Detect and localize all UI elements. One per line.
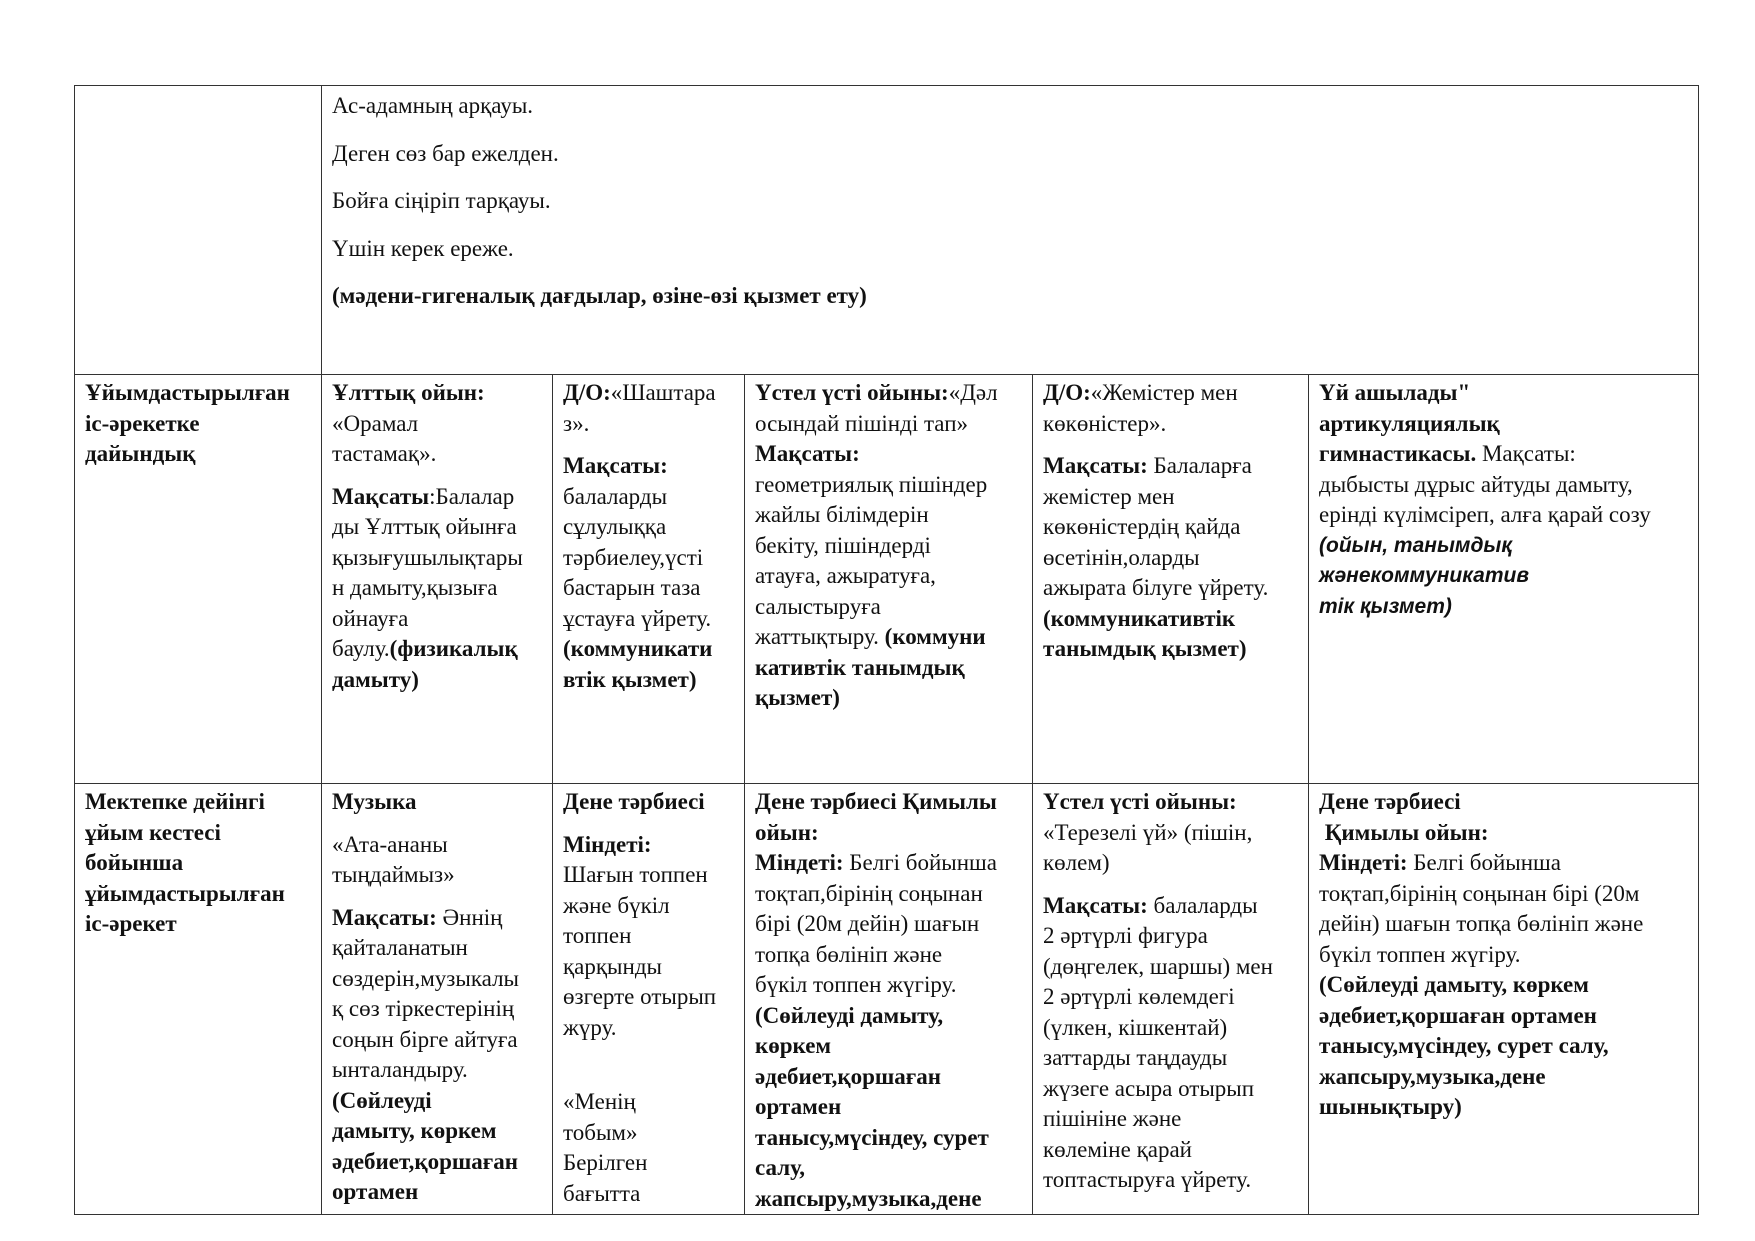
activity-tag: (ойын, танымдық	[1319, 533, 1512, 557]
activity-title: Үстел үсті ойыны:	[1043, 789, 1237, 814]
activity-title: Ұлттық ойын:	[332, 380, 485, 405]
goal-label: Мақсаты	[332, 483, 430, 509]
activity-title: Д/О:	[1043, 380, 1091, 405]
table-row	[75, 86, 1699, 375]
goal-label: Мақсаты:	[755, 441, 860, 466]
activity-cell-fruits-game: Д/О:«Жемістер мен көкөністер». Мақсаты: Балаларға жемістер мен көкөністердің қайда өсетінін,оларды ажырата білуге үйрету. (коммуникативтік танымдық қызмет)	[1033, 375, 1309, 784]
table-row	[75, 375, 1699, 784]
activity-cell-window-house-game: Үстел үсті ойыны: «Терезелі үй» (пішін, көлем) Мақсаты: балаларды 2 әртүрлі фигура (дөңгелек, шаршы) мен 2 әртүрлі көлемдегі (үлкен, кішкентай) заттарды таңдауды жүзеге асыра отырып пішініне және көлеміне қарай топтастыруға үйрету.	[1033, 784, 1309, 1215]
task-label: Міндеті:	[755, 850, 844, 875]
activity-cell-physical-education-game: Дене тәрбиесі Қимылы ойын: Міндеті: Белгі бойынша тоқтап,бірінің соңынан бірі (20м дейін) шағын топқа бөлініп және бүкіл топпен жүгіру. (Сөйлеуді дамыту, көркем әдебиет,қоршаған ортамен танысу,мүсіндеу, сурет салу, жапсыру,музыка,дене шынықтыру)	[1309, 784, 1699, 1215]
activity-tag: (физикалық	[389, 636, 518, 661]
activity-title: Үй ашылады"	[1319, 380, 1471, 405]
activity-cell-physical-education: Дене тәрбиесі Міндеті: Шағын топпен және бүкіл топпен қарқынды өзгерте отырып жүру. «Менің тобым» Берілген бағытта	[553, 784, 745, 1215]
poem-line: Бойға сіңіріп тарқауы.	[332, 188, 551, 213]
goal-label: Мақсаты:	[332, 904, 437, 930]
poem-line: Үшін керек ереже.	[332, 235, 514, 261]
poem-line: Деген сөз бар ежелден.	[332, 140, 559, 166]
activity-tag: (Сөйлеуді	[332, 1087, 432, 1113]
row-header-organized-activity: Мектепке дейінгі ұйым кестесі бойынша ұйымдастырылған іс-әрекет	[75, 784, 322, 1215]
activity-cell-articulation: Үй ашылады" артикуляциялық гимнастикасы. Мақсаты: дыбысты дұрыс айтуды дамыту, ерінді күлімсіреп, алға қарай созу (ойын, танымдық жәнекоммуникатив тік қызмет)	[1309, 375, 1699, 784]
activity-cell-didactic-game: Д/О:«Шаштара з». Мақсаты: балаларды сұлулыққа тәрбиелеу,үсті бастарын таза ұстауға үйрету. (коммуникати втік қызмет)	[553, 375, 745, 784]
activity-title: Дене тәрбиесі	[563, 789, 705, 814]
activity-title: Д/О:	[563, 380, 611, 405]
activity-title: Дене тәрбиесі	[1319, 789, 1461, 814]
table-row	[75, 784, 1699, 1215]
goal-label: Мақсаты:	[1043, 892, 1148, 918]
activity-tag: (Сөйлеуді дамыту,	[755, 1002, 944, 1028]
activity-title: Дене тәрбиесі Қимылы	[755, 789, 997, 814]
goal-label: Мақсаты:	[1476, 441, 1576, 466]
schedule-table	[74, 85, 1699, 1215]
poem-line: Ас-адамның арқауы.	[332, 93, 534, 118]
task-label: Міндеті:	[563, 831, 652, 857]
activity-tag: (Сөйлеуді дамыту, көркем	[1319, 972, 1589, 997]
skill-note: (мәдени-гигеналық дағдылар, өзіне-өзі қызмет ету)	[332, 283, 867, 308]
activity-tag: (коммуникативтік	[1043, 605, 1236, 631]
activity-cell-table-game: Үстел үсті ойыны:«Дәл осындай пішінді тап» Мақсаты: геометриялық пішіндер жайлы білімдерін бекіту, пішіндерді атауға, ажыратуға, салыстыруға жаттықтыру. (коммуни кативтік танымдық қызмет)	[745, 375, 1033, 784]
activity-cell-movement-game: Дене тәрбиесі Қимылы ойын: Міндеті: Белгі бойынша тоқтап,бірінің соңынан бірі (20м дейін) шағын топқа бөлініп және бүкіл топпен жүгіру. (Сөйлеуді дамыту, көркем әдебиет,қоршаған ортамен танысу,мүсіндеу, сурет салу, жапсыру,музыка,дене	[745, 784, 1033, 1215]
goal-label: Мақсаты:	[563, 453, 668, 478]
row-header-empty	[75, 86, 322, 375]
activity-tag: (коммуни	[884, 624, 986, 649]
activity-title: Музыка	[332, 789, 417, 814]
activity-cell-music: Музыка «Ата-ананы тыңдаймыз» Мақсаты: Әннің қайталанатын сөздерін,музыкалы қ сөз тіркестерінің соңын бірге айтуға ынталандыру. (Сөйлеуді дамыту, көркем әдебиет,қоршаған ортамен	[322, 784, 553, 1215]
row-header-preparation: Ұйымдастырылған іс-әрекетке дайындық	[75, 375, 322, 784]
task-label: Міндеті:	[1319, 850, 1408, 875]
poem-cell	[322, 86, 1699, 375]
activity-title: Үстел үсті ойыны:	[755, 380, 949, 405]
goal-label: Мақсаты:	[1043, 453, 1148, 478]
activity-tag: (коммуникати	[563, 636, 713, 661]
activity-cell-national-game: Ұлттық ойын: «Орамал тастамақ». Мақсаты:Балалар ды Ұлттық ойынға қызығушылықтары н дамыту,қызыға ойнауға баулу.(физикалық дамыту)	[322, 375, 553, 784]
